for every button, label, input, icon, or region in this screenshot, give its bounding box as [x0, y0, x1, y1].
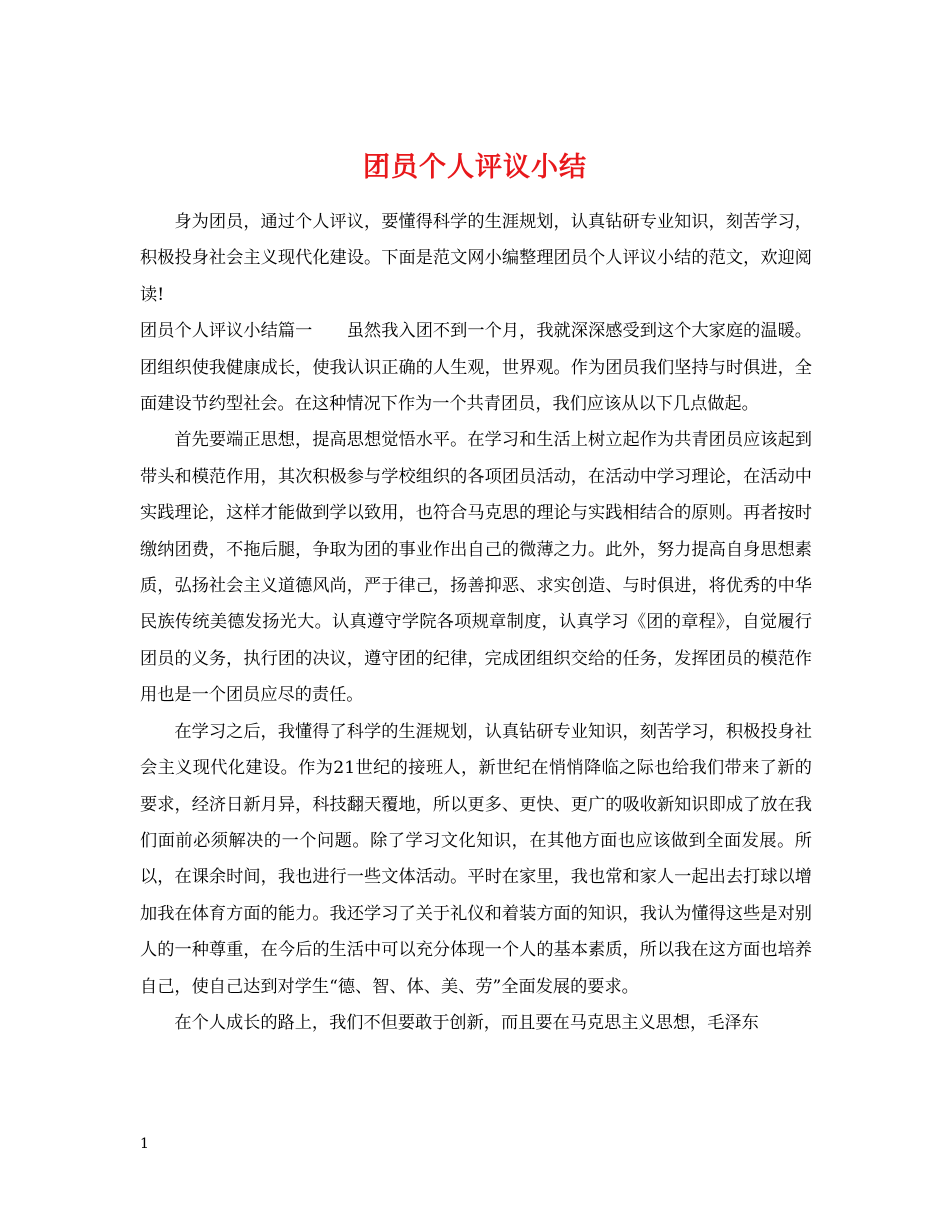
thought-paragraph: 首先要端正思想，提高思想觉悟水平。在学习和生活上树立起作为共青团员应该起到带头和模范作用，其次积极参与学校组织的各项团员活动，在活动中学习理论，在活动中实践理论，这样才能做到学以致用，也符合马克思的理论与实践相结合的原则。再者按时缴纳团费，不拖后腿，争取为团的事业作出自己的微薄之力。此外，努力提高自身思想素质，弘扬社会主义道德风尚，严于律己，扬善抑恶、求实创造、与时俱进，将优秀的中华民族传统美德发扬光大。认真遵守学院各项规章制度，认真学习《团的章程》，自觉履行团员的义务，执行团的决议，遵守团的纪律，完成团组织交给的任务，发挥团员的模范作用也是一个团员应尽的责任。	[140, 430, 812, 706]
study-paragraph: 在学习之后，我懂得了科学的生涯规划，认真钻研专业知识，刻苦学习，积极投身社会主义现代化建设。作为21世纪的接班人，新世纪在悄悄降临之际也给我们带来了新的要求，经济日新月异，科技翻天覆地，所以更多、更快、更广的吸收新知识即成了放在我们面前必须解决的一个问题。除了学习文化知识，在其他方面也应该做到全面发展。所以，在课余时间，我也进行一些文体活动。平时在家里，我也常和家人一起出去打球以增加我在体育方面的能力。我还学习了关于礼仪和着装方面的知识，我认为懂得这些是对别人的一种尊重，在今后的生活中可以充分体现一个人的基本素质，所以我在这方面也培养自己，使自己达到对学生“德、智、体、美、劳”全面发展的要求。	[140, 721, 812, 997]
document-title: 团员个人评议小结	[363, 152, 587, 184]
growth-paragraph: 在个人成长的路上，我们不但要敢于创新，而且要在马克思主义思想，毛泽东	[174, 1012, 759, 1033]
page-number: 1	[140, 1136, 149, 1152]
intro-paragraph: 身为团员，通过个人评议，要懂得科学的生涯规划，认真钻研专业知识，刻苦学习，积极投身社会主义现代化建设。下面是范文网小编整理团员个人评议小结的范文，欢迎阅读!	[140, 212, 812, 305]
section-one-paragraph: 团员个人评议小结篇一 虽然我入团不到一个月，我就深深感受到这个大家庭的温暖。团组织使我健康成长，使我认识正确的人生观，世界观。作为团员我们坚持与时俱进，全面建设节约型社会。在这种情况下作为一个共青团员，我们应该从以下几点做起。	[140, 321, 812, 415]
document-body	[140, 204, 812, 1041]
